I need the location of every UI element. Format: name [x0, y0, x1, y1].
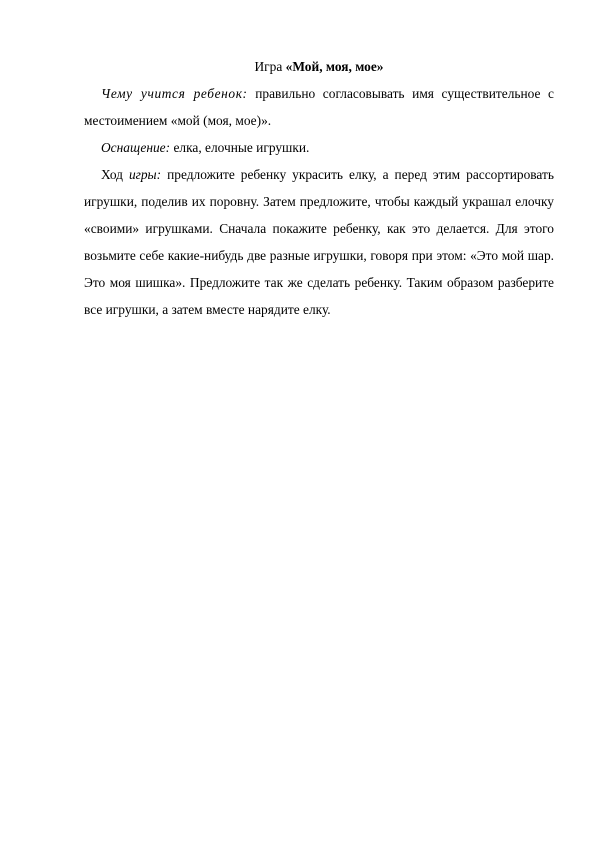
goal-paragraph: [84, 80, 554, 134]
equipment-text: елка, елочные игрушки.: [173, 140, 310, 155]
equipment-paragraph: [84, 134, 554, 161]
procedure-lead: Ход: [101, 167, 123, 182]
game-title: [84, 53, 554, 80]
equipment-label: Оснащение:: [101, 140, 171, 155]
game-title-prefix: Игра: [254, 59, 283, 74]
procedure-label: игры:: [128, 167, 162, 182]
procedure-text: предложите ребенку украсить елку, а перед этим рассортировать игрушки, поделив их поровну. Затем предложите, чтобы каждый украшал елочку «своими» игрушками. Сначала покажите ребенку, как это делается. Для этого возьмите себе какие-нибудь две разные игрушки, говоря при этом: «Это мой шар. Это моя шишка». Предложите так же сделать ребенку. Таким образом разберите все игрушки, а затем вместе нарядите елку.: [84, 167, 554, 317]
game-title-name: «Мой, моя, мое»: [285, 59, 384, 74]
procedure-paragraph: [84, 161, 554, 323]
goal-label: Чему учится ребенок:: [101, 86, 248, 101]
goal-text: правильно согласовывать имя существительное с местоимением «мой (моя, мое)».: [84, 86, 555, 128]
document-body: [84, 53, 554, 323]
